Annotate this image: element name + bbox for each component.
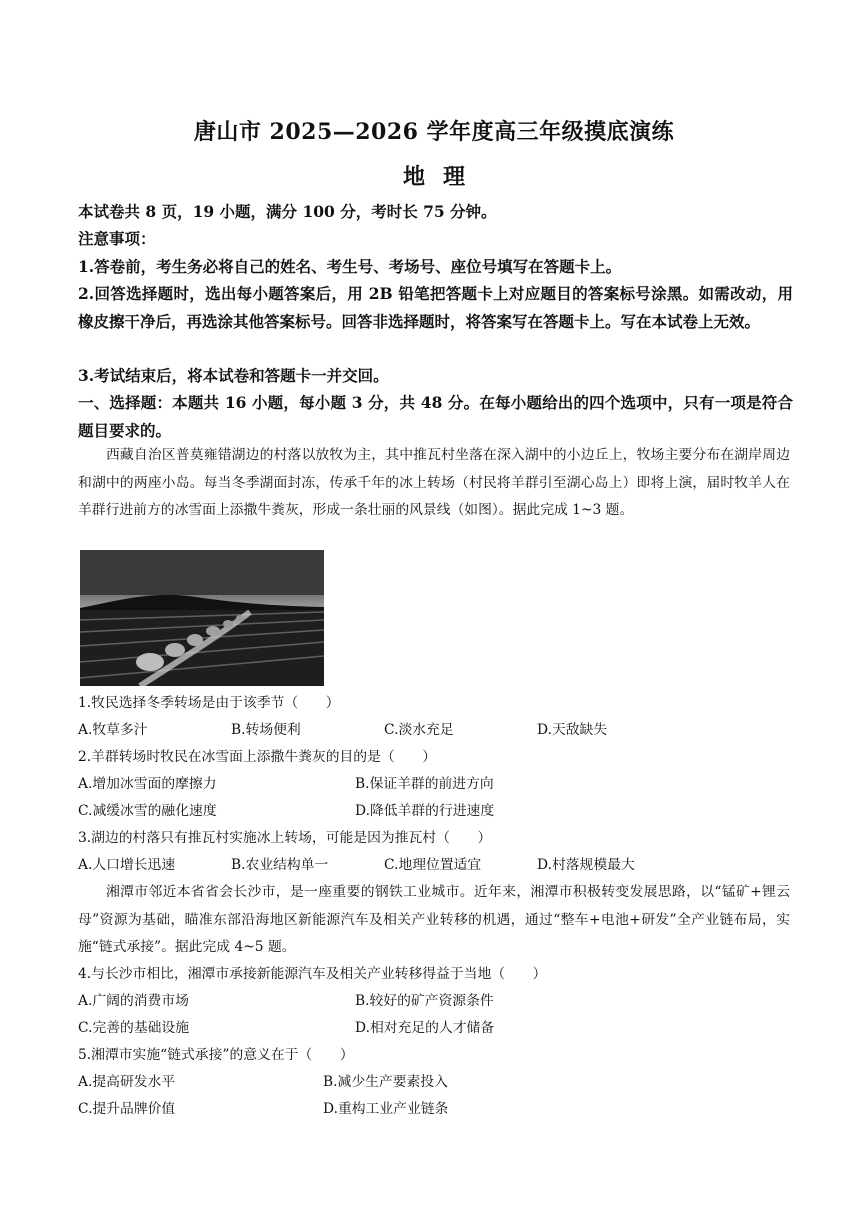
passage-2: 湘潭市邻近本省省会长沙市，是一座重要的钢铁工业城市。近年来，湘潭市积极转变发展思路，以“锰矿+锂云母”资源为基础，瞄准东部沿海地区新能源汽车及相关产业转移的机遇，通过“整车+电池+研发”全产业链布局，实施“链式承接”。据此完成 4~5 题。 bbox=[78, 884, 790, 955]
notice-item-3: 3.考试结束后，将本试卷和答题卡一并交回。 bbox=[78, 366, 389, 385]
notice-item-1: 1.答卷前，考生务必将自己的姓名、考生号、考场号、座位号填写在答题卡上。 bbox=[78, 257, 622, 276]
q4-option-c[interactable]: C.完善的基础设施 bbox=[78, 1020, 190, 1036]
q1-option-d[interactable]: D.天敌缺失 bbox=[537, 722, 608, 738]
question-5-stem: 5.湘潭市实施“链式承接”的意义在于（ ） bbox=[78, 1047, 354, 1063]
q2-option-b[interactable]: B.保证羊群的前进方向 bbox=[355, 776, 494, 792]
exam-info: 本试卷共 8 页，19 小题，满分 100 分，考时长 75 分钟。 bbox=[78, 202, 497, 221]
question-3-stem: 3.湖边的村落只有推瓦村实施冰上转场，可能是因为推瓦村（ ） bbox=[78, 830, 492, 846]
question-1-stem: 1.牧民选择冬季转场是由于该季节（ ） bbox=[78, 695, 340, 711]
q1-option-a[interactable]: A.牧草多汁 bbox=[78, 722, 148, 738]
q1-option-b[interactable]: B.转场便利 bbox=[231, 722, 301, 738]
q3-option-a[interactable]: A.人口增长迅速 bbox=[78, 857, 176, 873]
question-2-stem: 2.羊群转场时牧民在冰雪面上添撒牛粪灰的目的是（ ） bbox=[78, 749, 437, 765]
q5-option-c[interactable]: C.提升品牌价值 bbox=[78, 1101, 176, 1117]
q5-option-d[interactable]: D.重构工业产业链条 bbox=[323, 1101, 449, 1117]
subject-title: 地理 bbox=[402, 164, 483, 190]
q2-option-d[interactable]: D.降低羊群的行进速度 bbox=[355, 803, 495, 819]
q4-option-a[interactable]: A.广阔的消费市场 bbox=[78, 993, 189, 1009]
q5-option-b[interactable]: B.减少生产要素投入 bbox=[323, 1074, 448, 1090]
q4-option-b[interactable]: B.较好的矿产资源条件 bbox=[355, 993, 494, 1009]
notice-item-2: 2.回答选择题时，选出每小题答案后，用 2B 铅笔把答题卡上对应题目的答案标号涂黑。如需改动，用橡皮擦干净后，再选涂其他答案标号。回答非选择题时，将答案写在答题卡上。写在本试卷上无效。 bbox=[78, 284, 793, 331]
q1-option-c[interactable]: C.淡水充足 bbox=[384, 722, 454, 738]
q2-option-c[interactable]: C.减缓冰雪的融化速度 bbox=[78, 803, 217, 819]
exam-title: 唐山市 2025—2026 学年度高三年级摸底演练 bbox=[193, 119, 675, 145]
question-4-stem: 4.与长沙市相比，湘潭市承接新能源汽车及相关产业转移得益于当地（ ） bbox=[78, 966, 547, 982]
passage-1: 西藏自治区普莫雍错湖边的村落以放牧为主，其中推瓦村坐落在深入湖中的小边丘上，牧场主要分布在湖岸周边和湖中的两座小岛。每当冬季湖面封冻，传承千年的冰上转场（村民将羊群引至湖心岛上）即将上演，届时牧羊人在羊群行进前方的冰雪面上添撒牛粪灰，形成一条壮丽的风景线（如图）。据此完成 1~3 题。 bbox=[78, 447, 790, 518]
section-heading: 一、选择题：本题共 16 小题，每小题 3 分，共 48 分。在每小题给出的四个选项中，只有一项是符合题目要求的。 bbox=[78, 393, 793, 440]
q4-option-d[interactable]: D.相对充足的人才储备 bbox=[355, 1020, 495, 1036]
q3-option-b[interactable]: B.农业结构单一 bbox=[231, 857, 329, 873]
q3-option-d[interactable]: D.村落规模最大 bbox=[537, 857, 635, 873]
notice-heading: 注意事项： bbox=[78, 229, 156, 248]
photo-illustration bbox=[80, 550, 324, 686]
q2-option-a[interactable]: A.增加冰雪面的摩擦力 bbox=[78, 776, 217, 792]
q3-option-c[interactable]: C.地理位置适宜 bbox=[384, 857, 482, 873]
q5-option-a[interactable]: A.提高研发水平 bbox=[78, 1074, 176, 1090]
ice-migration-photo bbox=[80, 550, 324, 686]
